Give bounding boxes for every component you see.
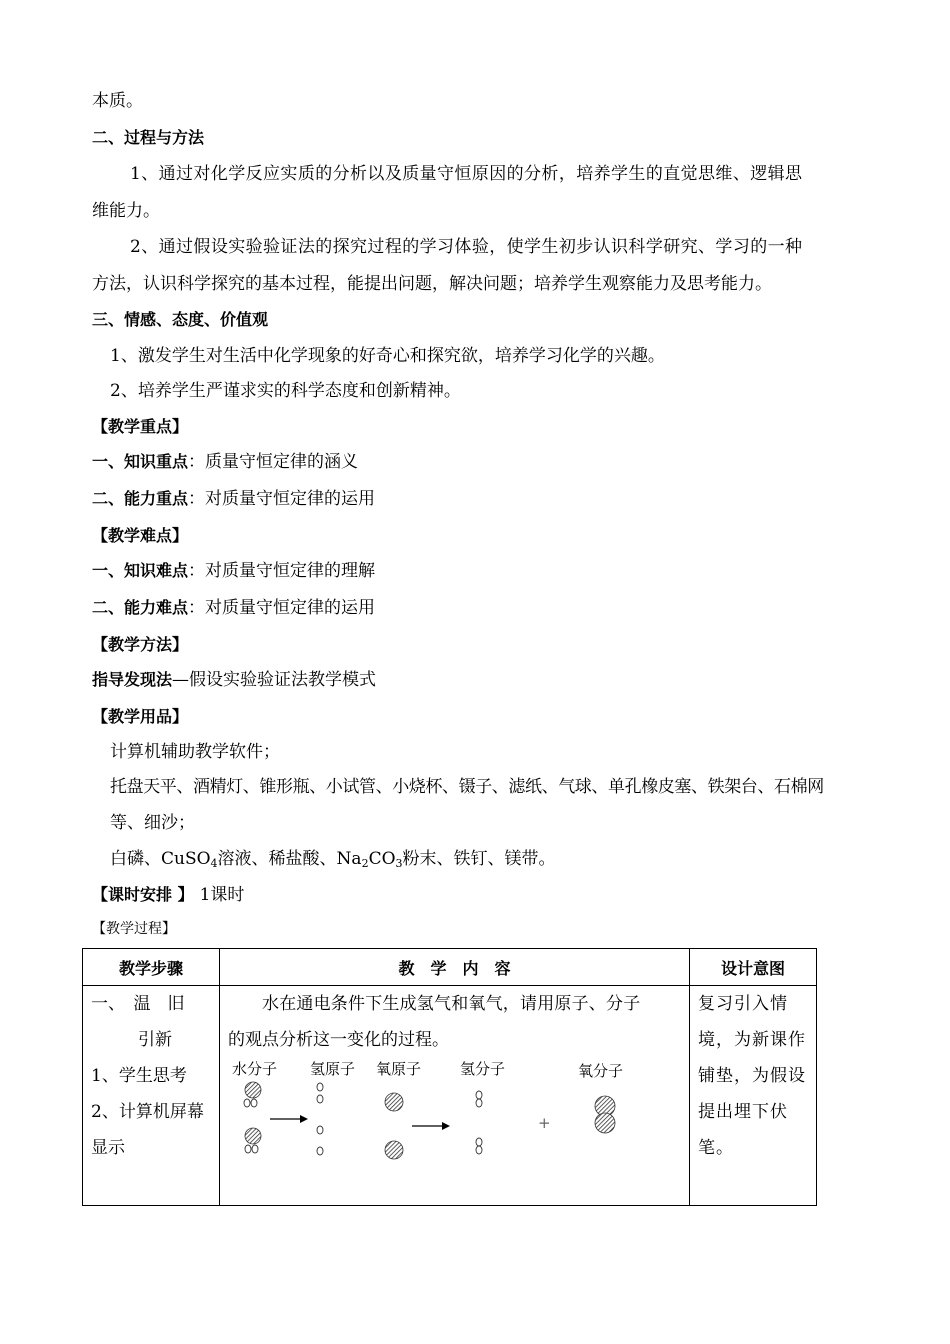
- intent-cell: [690, 986, 817, 1206]
- section-heading: 【教学方法】: [92, 635, 189, 654]
- oxygen-molecule-icon: [595, 1096, 615, 1133]
- label: 【课时安排 】: [92, 885, 194, 904]
- molecule-drawing: [220, 1058, 690, 1178]
- section-heading: 【教学用品】: [92, 707, 189, 726]
- text-fragment: 溶液、稀盐酸、Na: [217, 849, 362, 869]
- subscript: 4: [210, 857, 218, 870]
- text-line: [92, 669, 376, 691]
- content-paragraph: 的观点分析这一变化的过程。: [228, 1030, 449, 1050]
- text-line: 1、通过对化学反应实质的分析以及质量守恒原因的分析，培养学生的直觉思维、逻辑思: [130, 164, 803, 184]
- hydrogen-molecule-icon: [476, 1091, 482, 1154]
- text-fragment: 粉末、铁钉、镁带。: [402, 849, 556, 869]
- step-title: 一、 温 旧: [91, 994, 185, 1014]
- plus-sign: +: [538, 1114, 551, 1132]
- text-line: 托盘天平、酒精灯、锥形瓶、小试管、小烧杯、镊子、滤纸、气球、单孔橡皮塞、铁架台、石棉网: [110, 777, 824, 797]
- label: 一、知识重点: [92, 452, 189, 471]
- label: 一、知识难点: [92, 561, 189, 580]
- text-line: 1、激发学生对生活中化学现象的好奇心和探究欲，培养学习化学的兴趣。: [110, 346, 665, 366]
- water-molecule-icon: [244, 1082, 261, 1107]
- intent-line: 境，为新课作: [698, 1030, 806, 1050]
- label: 二、能力重点: [92, 489, 189, 508]
- hydrogen-molecule-label: 氢分子: [460, 1060, 506, 1078]
- section-heading: 【教学重点】: [92, 417, 189, 436]
- hydrogen-atom-label: 氢原子: [310, 1060, 356, 1078]
- water-molecule-icon: [245, 1128, 261, 1153]
- text-line: [92, 560, 375, 582]
- section-heading: 三、情感、态度、价值观: [92, 310, 269, 329]
- text-fragment: 白磷、CuSO: [110, 849, 211, 869]
- section-heading: 二、过程与方法: [92, 128, 205, 147]
- table-header-row: [83, 949, 817, 986]
- oxygen-molecule-label: 氧分子: [578, 1062, 624, 1080]
- subscript: 2: [361, 857, 369, 870]
- intent-line: 笔。: [698, 1138, 734, 1158]
- text-fragment: CO: [368, 849, 396, 869]
- text-line: 维能力。: [92, 201, 160, 221]
- arrow-icon: [270, 1115, 308, 1123]
- label: 指导发现法: [92, 670, 173, 689]
- step-title: 引新: [138, 1030, 172, 1050]
- content-paragraph: 水在通电条件下生成氢气和氧气，请用原子、分子: [262, 994, 641, 1014]
- subscript: 3: [395, 857, 403, 870]
- hydrogen-atom-icon: [317, 1083, 323, 1155]
- table-row: [83, 986, 817, 1206]
- teaching-process-table: [82, 948, 817, 1206]
- header-content: 教 学 内 容: [220, 949, 690, 986]
- water-molecule-label: 水分子: [232, 1060, 278, 1078]
- intent-line: 提出埋下伏: [698, 1102, 788, 1122]
- header-intent: 设计意图: [690, 949, 817, 986]
- text-line: [92, 597, 375, 619]
- step-item: 显示: [91, 1138, 125, 1158]
- value: 1课时: [199, 885, 245, 905]
- text-line: 方法，认识科学探究的基本过程，能提出问题，解决问题；培养学生观察能力及思考能力。: [92, 274, 772, 294]
- intent-line: 铺垫，为假设: [698, 1066, 806, 1086]
- content-cell: [220, 986, 690, 1206]
- text-line: 计算机辅助教学软件；: [110, 742, 280, 762]
- text-line: [92, 884, 244, 906]
- step-cell: [83, 986, 220, 1206]
- text-line: [92, 488, 375, 510]
- oxygen-atom-label: 氧原子: [376, 1060, 422, 1078]
- text-line: [92, 451, 358, 473]
- step-item: 1、学生思考: [91, 1066, 187, 1086]
- section-heading: 【教学过程】: [92, 921, 176, 937]
- text-line: [110, 848, 556, 875]
- section-heading: 【教学难点】: [92, 526, 189, 545]
- label: 二、能力难点: [92, 598, 189, 617]
- text-line: 等、细沙；: [110, 813, 195, 833]
- oxygen-atom-icon: [385, 1093, 403, 1159]
- header-step: 教学步骤: [83, 949, 220, 986]
- electrolysis-diagram: [220, 1058, 689, 1178]
- step-item: 2、计算机屏幕: [91, 1102, 204, 1122]
- text-line: 本质。: [92, 91, 143, 111]
- arrow-icon: [412, 1122, 450, 1130]
- intent-line: 复习引入情: [698, 994, 788, 1014]
- value: ：质量守恒定律的涵义: [188, 452, 359, 472]
- value: —假设实验验证法教学模式: [172, 670, 377, 690]
- text-line: 2、通过假设实验验证法的探究过程的学习体验，使学生初步认识科学研究、学习的一种: [130, 237, 803, 257]
- value: ：对质量守恒定律的运用: [188, 598, 376, 618]
- value: ：对质量守恒定律的运用: [188, 489, 376, 509]
- text-line: 2、培养学生严谨求实的科学态度和创新精神。: [110, 381, 461, 401]
- value: ：对质量守恒定律的理解: [188, 561, 376, 581]
